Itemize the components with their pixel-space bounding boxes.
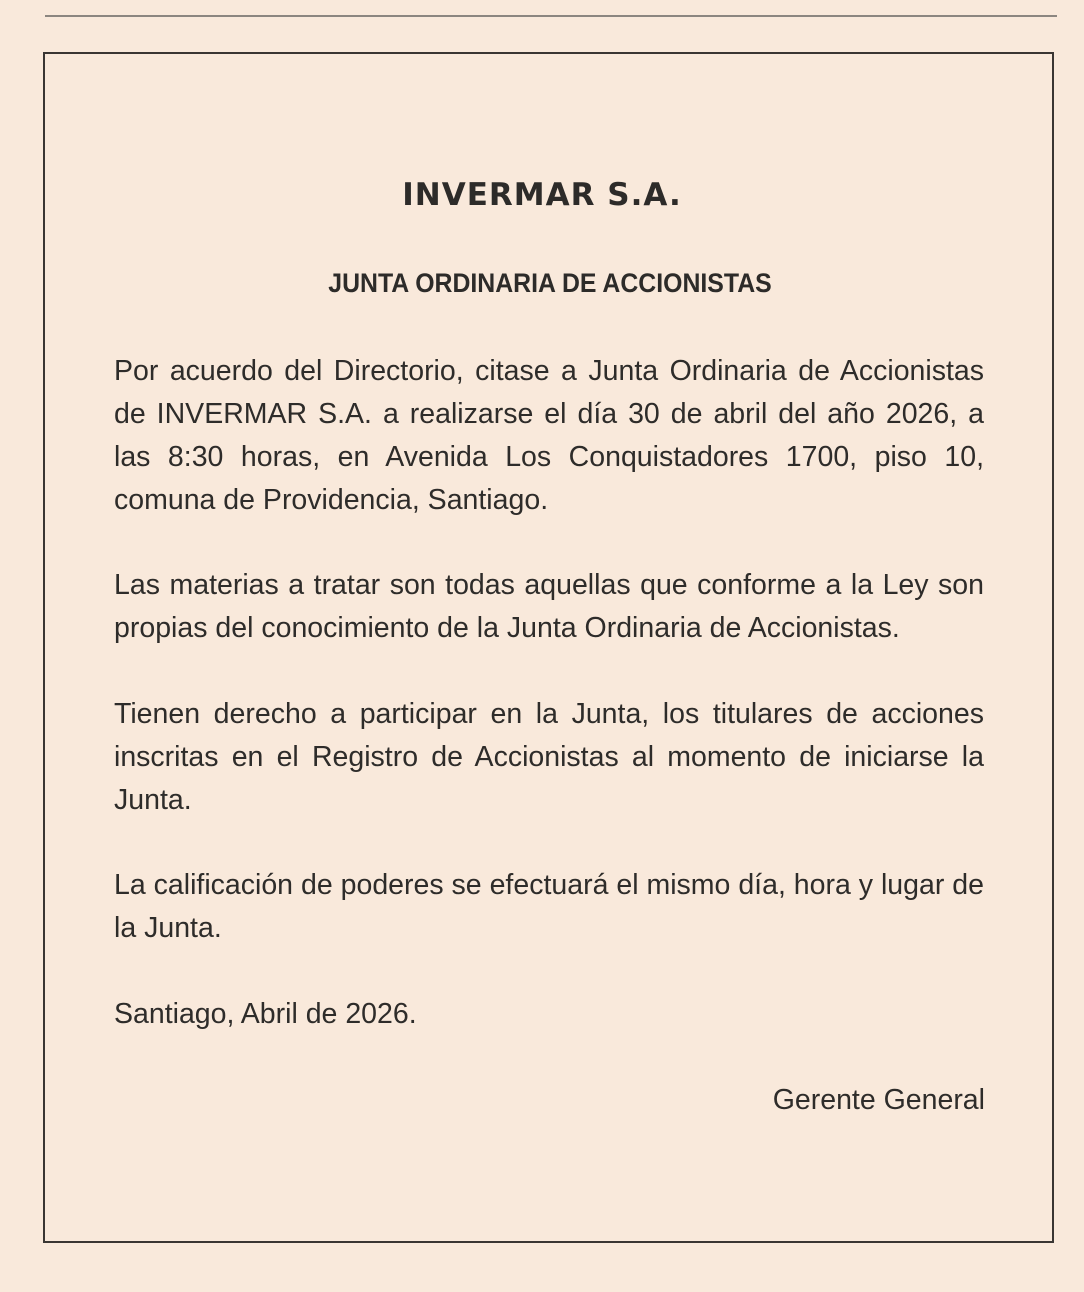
paragraph-participation: Tienen derecho a participar en la Junta, los titulares de acciones inscritas en el Registro de Accionistas al momento de iniciarse la Junta.	[114, 698, 984, 816]
notice-heading: JUNTA ORDINARIA DE ACCIONISTAS	[328, 268, 772, 298]
company-title: INVERMAR S.A.	[402, 177, 682, 213]
paragraph-proxies: La calificación de poderes se efectuará el mismo día, hora y lugar de la Junta.	[114, 869, 984, 944]
top-divider	[45, 15, 1057, 17]
signature-title: Gerente General	[772, 1084, 985, 1116]
paragraph-matters: Las materias a tratar son todas aquellas que conforme a la Ley son propias del conocimiento de la Junta Ordinaria de Accionistas.	[114, 569, 984, 644]
paragraph-convocation: Por acuerdo del Directorio, citase a Junta Ordinaria de Accionistas de INVERMAR S.A. a realizarse el día 30 de abril del año 2026, a las 8:30 horas, en Avenida Los Conquistadores 1700, piso 10, comuna de Providencia, Santiago.	[114, 355, 984, 516]
place-date: Santiago, Abril de 2026.	[114, 998, 417, 1030]
